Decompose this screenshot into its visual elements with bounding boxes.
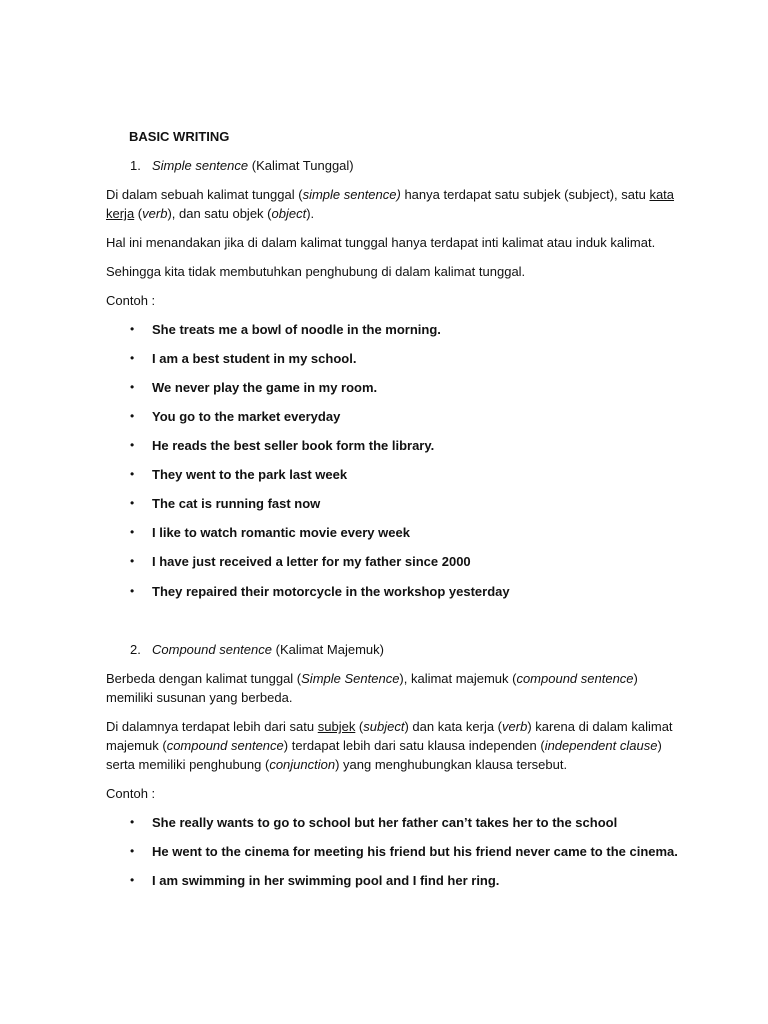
example-sentence: He reads the best seller book form the library. [152, 438, 435, 453]
example-sentence: They repaired their motorcycle in the workshop yesterday [152, 584, 510, 599]
bullet-icon: • [130, 525, 135, 539]
list-item [0, 495, 768, 513]
document-title: BASIC WRITING [129, 129, 230, 144]
example-sentence: I like to watch romantic movie every week [152, 525, 410, 540]
list-item [0, 553, 768, 571]
section1-paragraph1-line1: Di dalam sebuah kalimat tunggal (simple sentence) hanya terdapat satu subjek (subject), satu kata [106, 187, 675, 202]
list-item [0, 408, 768, 426]
section1-paragraph1-line2: kerja (verb), dan satu objek (object). [106, 206, 315, 221]
bullet-icon: • [130, 554, 135, 568]
section1-heading-text: Simple sentence (Kalimat Tunggal) [152, 158, 354, 173]
example-sentence: The cat is running fast now [152, 496, 321, 511]
bullet-icon: • [130, 380, 135, 394]
bullet-icon: • [130, 815, 135, 829]
section2-number: 2. [130, 642, 141, 657]
section1-example-label: Contoh : [106, 293, 156, 308]
bullet-icon: • [130, 409, 135, 423]
bullet-icon: • [130, 873, 135, 887]
list-item [0, 843, 768, 861]
list-item [0, 814, 768, 832]
bullet-icon: • [130, 351, 135, 365]
section2-paragraph2-line3: serta memiliki penghubung (conjunction) yang menghubungkan klausa tersebut. [106, 757, 568, 772]
section2-paragraph1-line2: memiliki susunan yang berbeda. [106, 690, 293, 705]
bullet-icon: • [130, 844, 135, 858]
list-item [0, 350, 768, 368]
list-item [0, 583, 768, 601]
bullet-icon: • [130, 467, 135, 481]
section2-paragraph2-line2: majemuk (compound sentence) terdapat lebih dari satu klausa independen (independent clause) [106, 738, 662, 753]
example-sentence: You go to the market everyday [152, 409, 341, 424]
section1-paragraph2: Hal ini menandakan jika di dalam kalimat tunggal hanya terdapat inti kalimat atau induk kalimat. [106, 235, 656, 250]
list-item [0, 437, 768, 455]
example-sentence: I am a best student in my school. [152, 351, 357, 366]
section1-paragraph3: Sehingga kita tidak membutuhkan penghubung di dalam kalimat tunggal. [106, 264, 526, 279]
list-item [0, 321, 768, 339]
example-sentence: We never play the game in my room. [152, 380, 378, 395]
section2-heading-text: Compound sentence (Kalimat Majemuk) [152, 642, 384, 657]
example-sentence: She treats me a bowl of noodle in the morning. [152, 322, 441, 337]
list-item [0, 872, 768, 890]
bullet-icon: • [130, 584, 135, 598]
example-sentence: I have just received a letter for my father since 2000 [152, 554, 471, 569]
example-sentence: He went to the cinema for meeting his friend but his friend never came to the cinema. [152, 844, 678, 859]
section1-number: 1. [130, 158, 141, 173]
section2-paragraph2-line1: Di dalamnya terdapat lebih dari satu subjek (subject) dan kata kerja (verb) karena di dalam kalimat [106, 719, 673, 734]
bullet-icon: • [130, 496, 135, 510]
example-sentence: They went to the park last week [152, 467, 348, 482]
list-item [0, 466, 768, 484]
section2-paragraph1-line1: Berbeda dengan kalimat tunggal (Simple Sentence), kalimat majemuk (compound sentence) [106, 671, 638, 686]
example-sentence: I am swimming in her swimming pool and I find her ring. [152, 873, 500, 888]
bullet-icon: • [130, 322, 135, 336]
bullet-icon: • [130, 438, 135, 452]
example-sentence: She really wants to go to school but her father can’t takes her to the school [152, 815, 618, 830]
list-item [0, 524, 768, 542]
section2-example-label: Contoh : [106, 786, 156, 801]
list-item [0, 379, 768, 397]
